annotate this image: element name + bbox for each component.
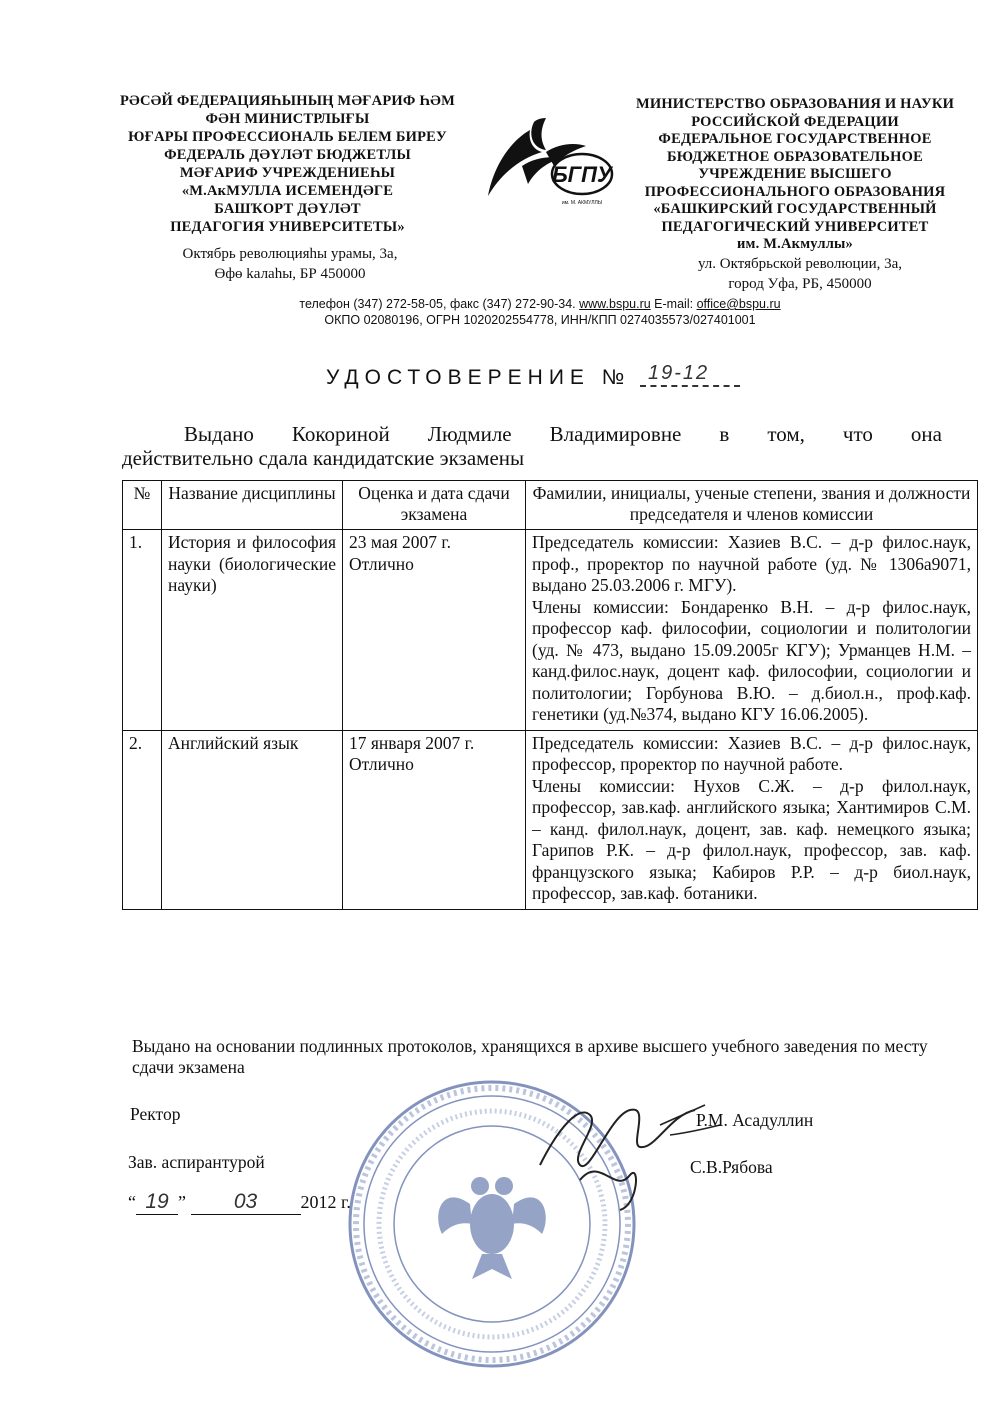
row-chair: Председатель комиссии: Хазиев В.С. – д-р филос.наук, профессор, проректор по научной работе.	[532, 732, 971, 774]
header-right-russian	[590, 96, 1000, 254]
quote-close-icon: ”	[178, 1192, 186, 1212]
registry-codes: ОКПО 02080196, ОГРН 1020202554778, ИНН/КПП 0274035573/027401001	[324, 313, 756, 327]
header-left-line: ФӘН МИНИСТРЛЫҒЫ	[205, 111, 370, 127]
signature-scribble-icon	[520, 1085, 740, 1215]
header-right-line: ПРОФЕССИОНАЛЬНОГО ОБРАЗОВАНИЯ	[644, 183, 946, 200]
address-left	[130, 244, 450, 284]
header-left-line: ПЕДАГОГИЯ УНИВЕРСИТЕТЫ»	[170, 219, 405, 235]
header-num: №	[123, 481, 162, 530]
rector-name: Р.М. Асадуллин	[696, 1110, 814, 1130]
logo-caption: им. М. АКМУЛЛЫ	[561, 200, 603, 206]
header-left-line: МӘҒАРИФ УЧРЕЖДЕНИЕҺЫ	[179, 165, 396, 181]
row-chair: Председатель комиссии: Хазиев В.С. – д-р филос.наук, проф., проректор по научной работе (уд. № 1306а9071, выдано 25.03.2006 г. МГУ).	[532, 532, 971, 595]
issue-date	[128, 1190, 351, 1215]
email-link[interactable]: office@bspu.ru	[696, 297, 781, 311]
header-left-line: РӘСӘЙ ФЕДЕРАЦИЯҺЫНЫҢ МӘҒАРИФ ҺӘМ	[120, 93, 455, 109]
row-members: Члены комиссии: Нухов С.Ж. – д-р филол.наук, профессор, зав.каф. английского языка; Хантимиров С.М. – канд. филол.наук, доцент, зав. каф. немецкого языка; Гарипов Р.К. – д-р филол.наук, профессор, зав. каф. французского языка; Кабиров Р.Р. – д-р биол.наук, профессор, зав.каф. ботаники.	[532, 775, 971, 903]
header-grade: Оценка и дата сдачи экзамена	[343, 481, 526, 530]
exam-table	[122, 480, 978, 910]
row-discipline: История и философия науки (биологические науки)	[162, 530, 343, 731]
header-right-line: ФЕДЕРАЛЬНОЕ ГОСУДАРСТВЕННОЕ	[658, 131, 932, 147]
header-left-line: ЮҒАРЫ ПРОФЕССИОНАЛЬ БЕЛЕМ БИРЕУ	[128, 129, 447, 145]
table-header-row	[123, 481, 978, 530]
header-right-line: ПЕДАГОГИЧЕСКИЙ УНИВЕРСИТЕТ	[661, 218, 929, 235]
certificate-number: 19-12	[640, 362, 740, 387]
address-left-line: Өфө kалаһы, БР 450000	[214, 266, 366, 282]
header-right-line: РОССИЙСКОЙ ФЕДЕРАЦИИ	[691, 113, 899, 130]
date-day: 19	[136, 1190, 178, 1215]
row-num: 2.	[123, 730, 162, 909]
head-label: Зав. аспирантурой	[128, 1152, 265, 1172]
issued-line: Выдано Кокориной Людмиле Владимировне в том, что она	[184, 422, 942, 446]
row-commission	[526, 730, 978, 909]
header-commission: Фамилии, инициалы, ученые степени, звания и должности председателя и членов комиссии	[526, 481, 978, 530]
header-right-line: УЧРЕЖДЕНИЕ ВЫСШЕГО	[698, 166, 892, 182]
date-month: 03	[191, 1190, 301, 1215]
row-discipline: Английский язык	[162, 730, 343, 909]
header-left-bashkir	[100, 92, 475, 236]
table-row	[123, 530, 978, 731]
rector-label: Ректор	[130, 1104, 181, 1124]
address-right-line: город Уфа, РБ, 450000	[728, 276, 872, 292]
row-grade: Отлично	[349, 553, 414, 574]
address-left-line: Октябрь революцияһы урамы, 3а,	[182, 246, 398, 262]
row-members: Члены комиссии: Бондаренко В.Н. – д-р филос.наук, профессор каф. философии, социологии и политологии (уд. № 473, выдано 15.09.2005г КГУ); Урманцев Н.М. – канд.филос.наук, доцент каф. философии, социологии и политологии; Горбунова В.Ю. – д.биол.н., проф.каф. генетики (уд.№374, выдано КГУ 16.06.2005).	[532, 596, 971, 724]
header-left-line: «М.АкМУЛЛА ИСЕМЕНДӘГЕ	[181, 183, 394, 199]
document-title: УДОСТОВЕРЕНИЕ №	[326, 366, 631, 389]
row-grade-cell	[343, 730, 526, 909]
header-discipline: Название дисциплины	[162, 481, 343, 530]
header-right-line: МИНИСТЕРСТВО ОБРАЗОВАНИЯ И НАУКИ	[635, 96, 955, 112]
row-num: 1.	[123, 530, 162, 731]
address-right-line: ул. Октябрьской революции, 3а,	[697, 256, 903, 272]
logo-text: БГПУ	[552, 162, 612, 187]
header-left-line: БАШҠОРТ ДӘҮЛӘТ	[214, 201, 361, 217]
email-label: E-mail:	[654, 297, 694, 311]
row-commission	[526, 530, 978, 731]
row-date: 17 января 2007 г.	[349, 732, 475, 753]
website-link[interactable]: www.bspu.ru	[579, 297, 651, 311]
rector-signature	[520, 1085, 740, 1215]
table-row	[123, 730, 978, 909]
contact-phones: телефон (347) 272-58-05, факс (347) 272-90-34.	[299, 297, 576, 311]
row-date: 23 мая 2007 г.	[349, 532, 451, 552]
issued-line: действительно сдала кандидатские экзамены	[122, 446, 525, 470]
quote-open-icon: “	[128, 1192, 136, 1212]
contact-block	[240, 296, 840, 328]
row-grade: Отлично	[349, 754, 414, 774]
date-year: 2012 г.	[300, 1192, 351, 1212]
header-right-line: «БАШКИРСКИЙ ГОСУДАРСТВЕННЫЙ	[653, 201, 937, 217]
basis-paragraph: Выдано на основании подлинных протоколов, хранящихся в архиве высшего учебного заведения по месту сдачи экзамена	[132, 1036, 928, 1077]
row-grade-cell	[343, 530, 526, 731]
header-right-line: БЮДЖЕТНОЕ ОБРАЗОВАТЕЛЬНОЕ	[667, 148, 923, 165]
header-left-line: ФЕДЕРАЛЬ ДӘҮЛӘТ БЮДЖЕТЛЫ	[164, 147, 411, 163]
header-right-line: им. М.Акмуллы»	[736, 236, 854, 252]
contact-line	[240, 296, 840, 312]
address-right	[640, 254, 960, 294]
issued-paragraph	[122, 422, 942, 470]
head-name: С.В.Рябова	[690, 1157, 773, 1177]
